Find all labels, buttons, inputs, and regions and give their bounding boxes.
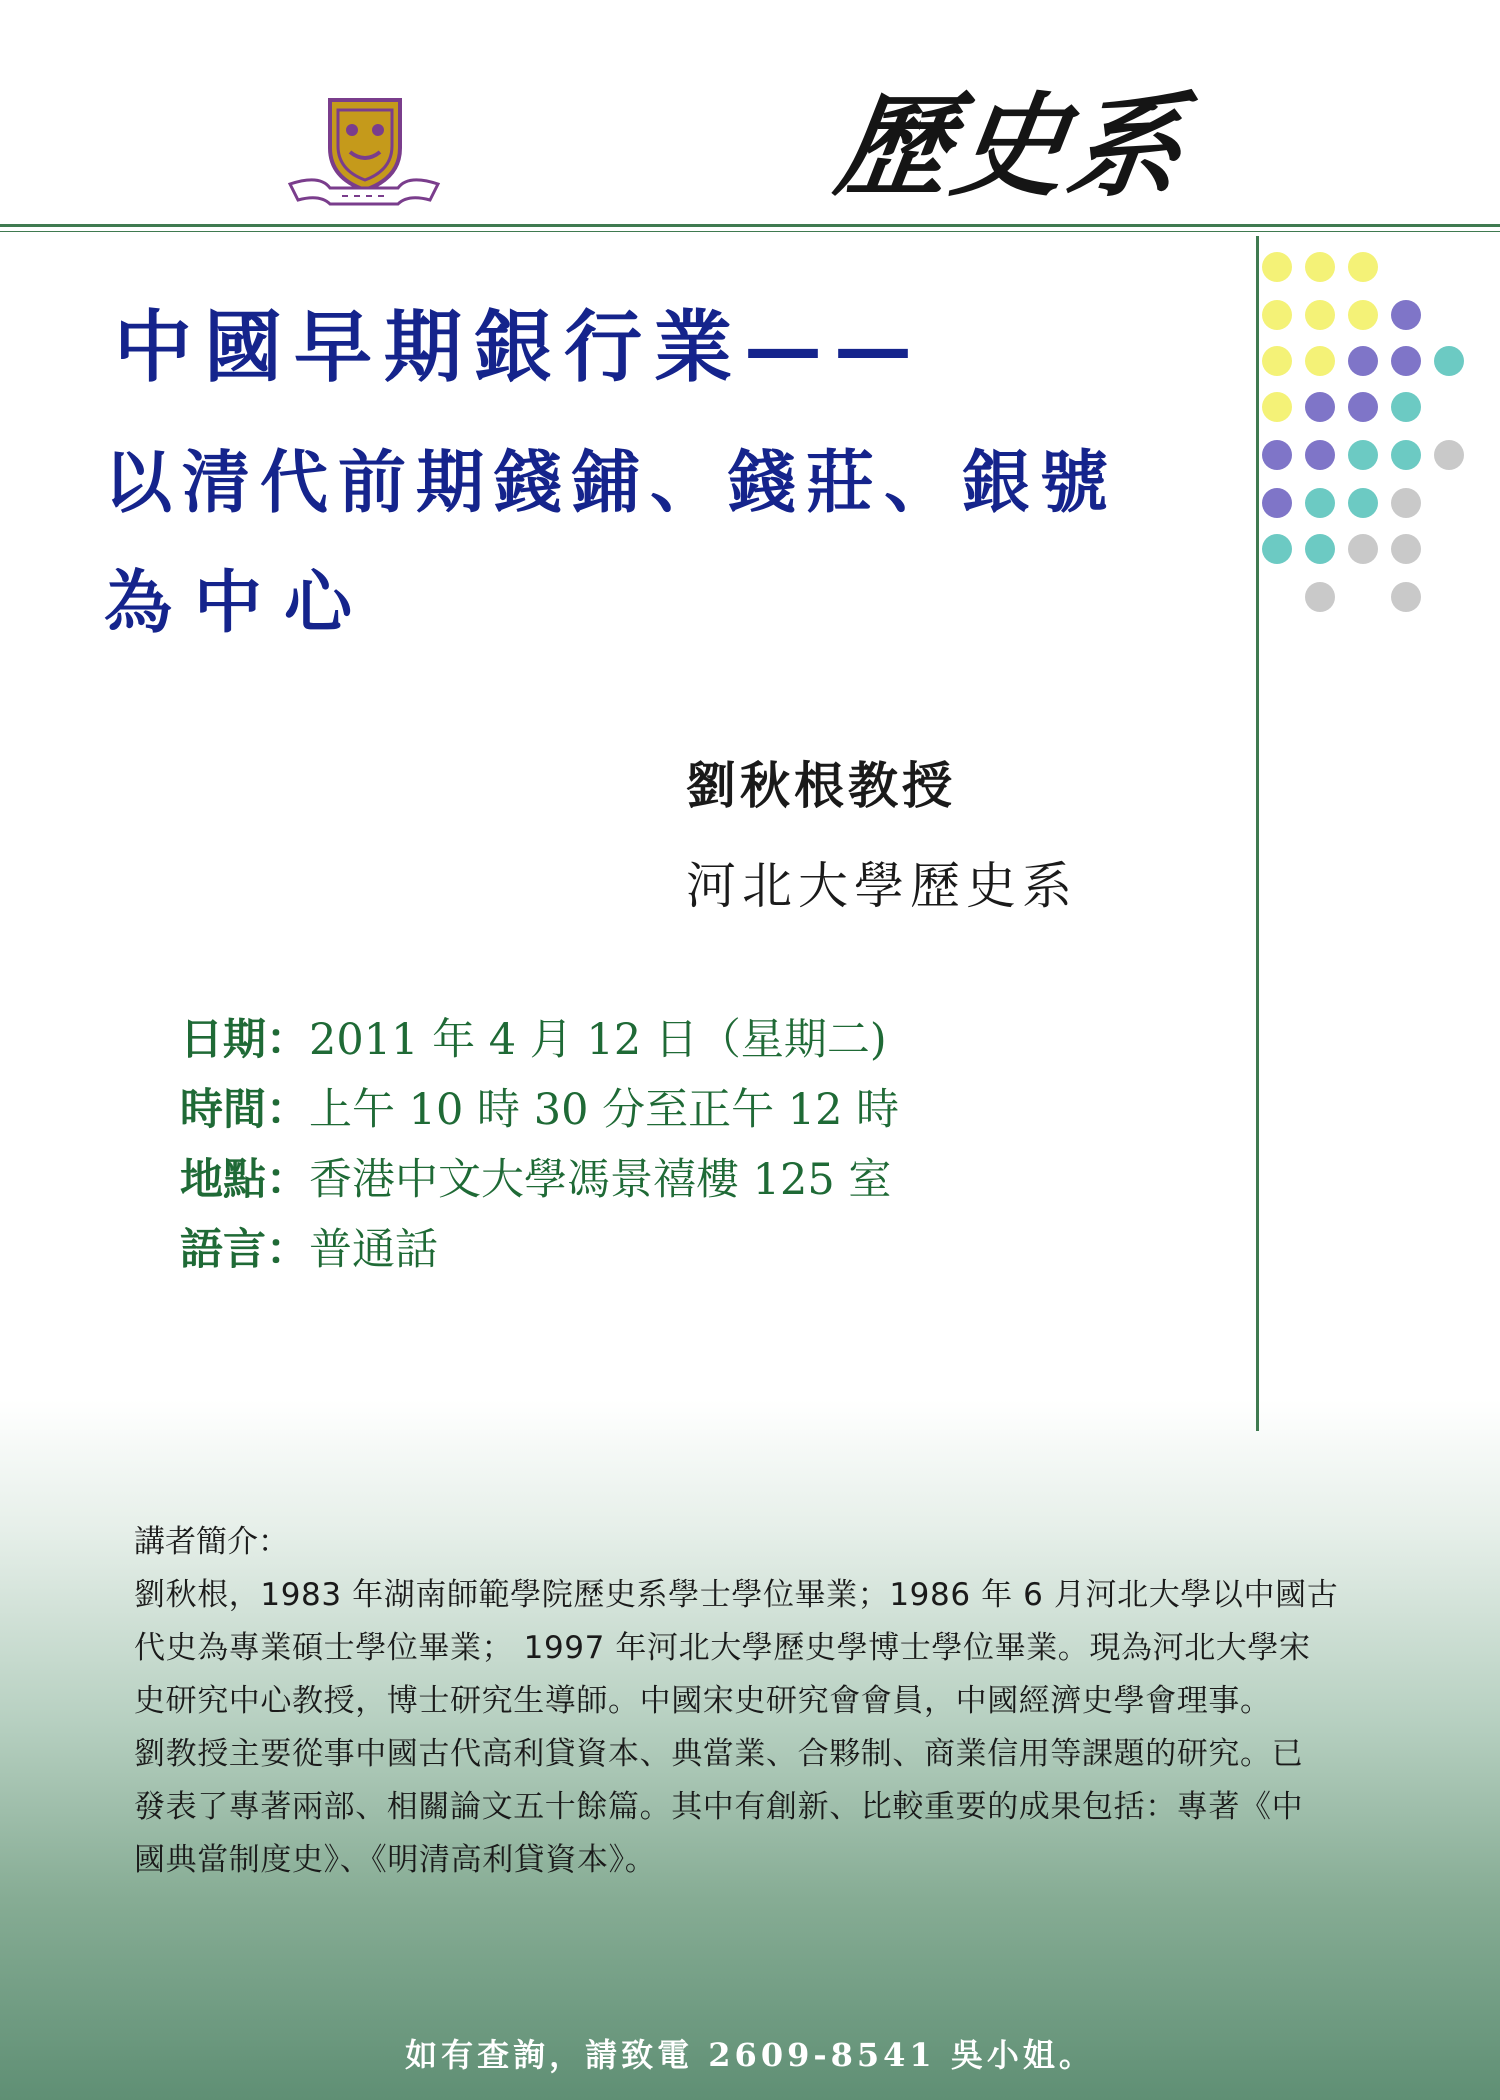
- dot-teal: [1262, 534, 1292, 564]
- dot-violet: [1305, 440, 1335, 470]
- header-rule-thin: [0, 231, 1500, 232]
- title-line-1: 中國早期銀行業——: [114, 302, 925, 393]
- dot-teal: [1348, 488, 1378, 518]
- dot-yellow: [1348, 252, 1378, 282]
- detail-time: [180, 1075, 899, 1145]
- detail-value: 香港中文大學馮景禧樓 125 室: [309, 1155, 892, 1205]
- detail-label: 地點：: [180, 1155, 309, 1205]
- header-rule: [0, 224, 1500, 227]
- bio-heading: 講者簡介：: [134, 1524, 289, 1560]
- speaker-bio: [134, 1516, 1374, 1887]
- bio-line: 發表了專著兩部、相關論文五十餘篇。其中有創新、比較重要的成果包括：專著《中: [134, 1789, 1304, 1825]
- dot-gray: [1391, 534, 1421, 564]
- dot-teal: [1391, 440, 1421, 470]
- bio-line: 劉秋根，1983 年湖南師範學院歷史系學士學位畢業；1986 年 6 月河北大學以中國古: [134, 1577, 1339, 1613]
- detail-label: 日期：: [180, 1015, 309, 1065]
- cuhk-crest-logo: [280, 92, 448, 210]
- dot-gray: [1305, 582, 1335, 612]
- bio-line: 史研究中心教授，博士研究生導師。中國宋史研究會會員，中國經濟史學會理事。: [134, 1683, 1272, 1719]
- detail-venue: [180, 1145, 899, 1215]
- dot-yellow: [1305, 346, 1335, 376]
- bio-line: 劉教授主要從事中國古代高利貸資本、典當業、合夥制、商業信用等課題的研究。已: [134, 1736, 1304, 1772]
- dot-gray: [1391, 488, 1421, 518]
- detail-language: [180, 1215, 899, 1285]
- contact-line: 如有查詢，請致電 2609-8541 吳小姐。: [405, 2036, 1095, 2074]
- title-line-3: 為中心: [104, 563, 375, 643]
- bio-line: 代史為專業碩士學位畢業； 1997 年河北大學歷史學博士學位畢業。現為河北大學宋: [134, 1630, 1311, 1666]
- detail-label: 語言：: [180, 1225, 309, 1275]
- dot-violet: [1348, 392, 1378, 422]
- title-line-2: 以清代前期錢鋪、錢莊、銀號: [104, 443, 1119, 523]
- dot-yellow: [1262, 346, 1292, 376]
- detail-value: 上午 10 時 30 分至正午 12 時: [309, 1085, 900, 1135]
- detail-date: [180, 1005, 899, 1075]
- dot-yellow: [1305, 252, 1335, 282]
- dot-gray: [1434, 440, 1464, 470]
- dot-teal: [1391, 392, 1421, 422]
- dot-gray: [1348, 534, 1378, 564]
- detail-value: 普通話: [309, 1225, 438, 1275]
- dot-violet: [1348, 346, 1378, 376]
- dot-yellow: [1262, 300, 1292, 330]
- dot-violet: [1262, 488, 1292, 518]
- dot-gray: [1391, 582, 1421, 612]
- event-details: [180, 1005, 899, 1285]
- dot-yellow: [1262, 252, 1292, 282]
- dot-teal: [1348, 440, 1378, 470]
- dot-teal: [1305, 534, 1335, 564]
- dot-violet: [1262, 440, 1292, 470]
- dot-teal: [1434, 346, 1464, 376]
- speaker-name: 劉秋根教授: [686, 756, 956, 815]
- dot-yellow: [1305, 300, 1335, 330]
- speaker-affiliation: 河北大學歷史系: [686, 857, 1078, 915]
- detail-value: 2011 年 4 月 12 日（星期二): [309, 1015, 887, 1065]
- dot-teal: [1305, 488, 1335, 518]
- dot-violet: [1305, 392, 1335, 422]
- dot-violet: [1391, 346, 1421, 376]
- dot-violet: [1391, 300, 1421, 330]
- department-calligraphy: 歷史系: [828, 81, 1196, 212]
- bio-line: 國典當制度史》、《明清高利貸資本》。: [134, 1842, 657, 1878]
- dot-yellow: [1348, 300, 1378, 330]
- detail-label: 時間：: [180, 1085, 309, 1135]
- dot-yellow: [1262, 392, 1292, 422]
- vertical-rule: [1256, 236, 1259, 1431]
